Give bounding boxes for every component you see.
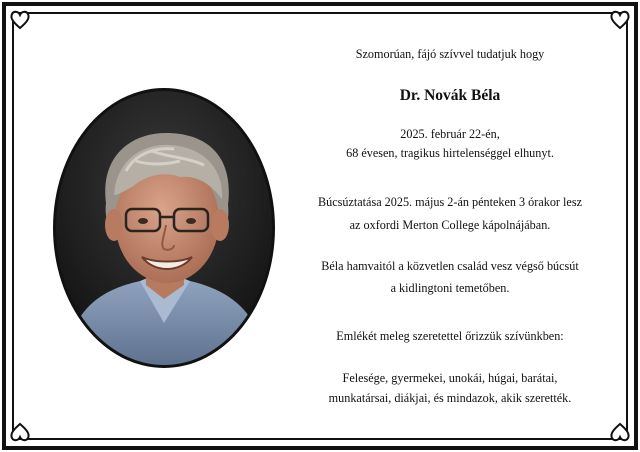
- age-line: 68 évesen, tragikus hirtelenséggel elhunyt.: [346, 146, 554, 160]
- mourners-line-2: munkatársai, diákjai, és mindazok, akik szerették.: [328, 391, 572, 405]
- burial-line-1: Béla hamvaitól a közvetlen család vesz végső búcsút: [321, 259, 579, 273]
- bottom-left-heart-icon: [8, 420, 32, 444]
- intro-line: Szomorúan, fájó szívvel tudatjuk hogy: [355, 47, 545, 61]
- portrait-photo: [53, 88, 275, 368]
- bottom-right-heart-icon: [608, 420, 632, 444]
- date-line: 2025. február 22-én,: [400, 127, 500, 141]
- mourners-line-1: Felesége, gyermekei, unokái, húgai, barátai,: [342, 371, 558, 385]
- top-left-heart-icon: [8, 8, 32, 32]
- farewell-line-1: Búcsúztatása 2025. május 2-án pénteken 3 órakor lesz: [318, 195, 582, 209]
- memory-line: Emlékét meleg szeretettel őrizzük szívünkben:: [336, 329, 564, 343]
- deceased-name: Dr. Novák Béla: [399, 87, 501, 104]
- top-right-heart-icon: [608, 8, 632, 32]
- burial-line-2: a kidlingtoni temetőben.: [390, 281, 510, 295]
- farewell-line-2: az oxfordi Merton College kápolnájában.: [349, 218, 551, 232]
